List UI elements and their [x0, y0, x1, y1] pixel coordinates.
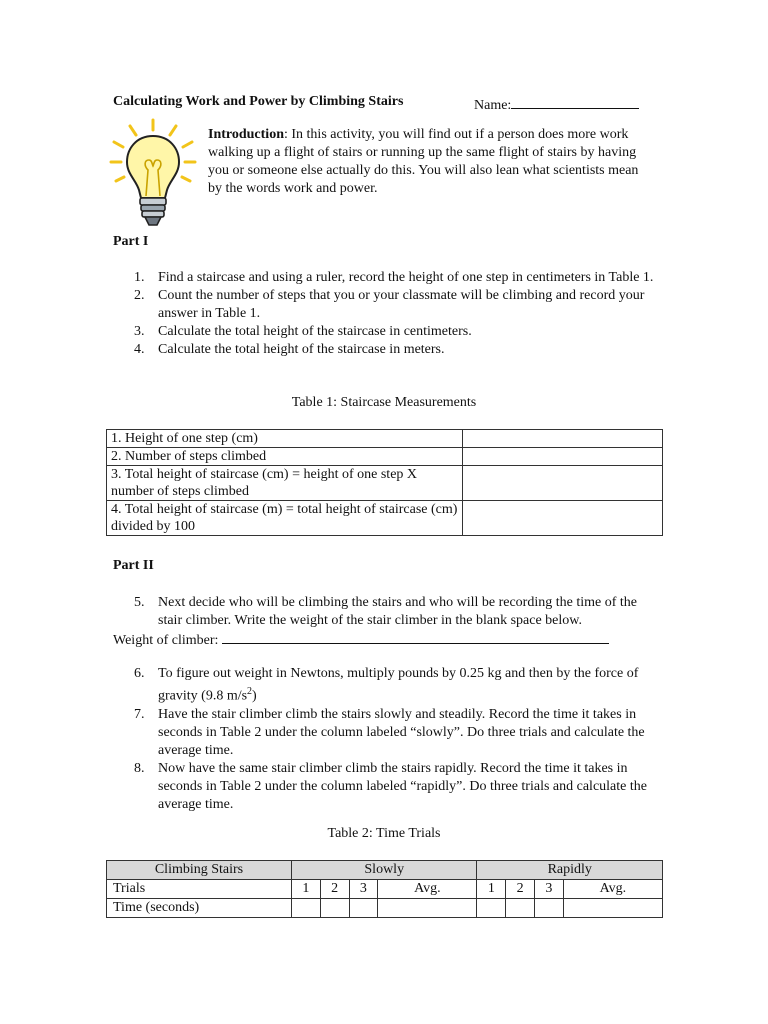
- weight-of-climber-field: [113, 629, 653, 649]
- table-cell-input[interactable]: [320, 899, 349, 918]
- table-row: [107, 430, 663, 448]
- introduction-paragraph: [208, 126, 653, 198]
- list-item: 5. Next decide who will be climbing the stairs and who will be recording the time of the stair climber. Write the weight of the stair climber in the blank space below.: [134, 595, 637, 628]
- table-row: [107, 880, 663, 899]
- table-cell: 2: [320, 880, 349, 899]
- table-row: [107, 448, 663, 466]
- list-item: 2. Count the number of steps that you or your classmate will be climbing and record your answer in Table 1.: [134, 288, 645, 321]
- table-cell-input[interactable]: [535, 899, 564, 918]
- table-cell-input[interactable]: [463, 448, 663, 466]
- time-trials-table: [106, 860, 663, 918]
- table-cell-label: Time (seconds): [107, 899, 292, 918]
- weight-blank[interactable]: [222, 629, 609, 644]
- table-two-caption: Table 2: Time Trials: [327, 826, 441, 841]
- part-two-heading: Part II: [113, 558, 154, 573]
- part-one-heading: Part I: [113, 234, 149, 249]
- introduction-label: Introduction: [208, 127, 284, 142]
- list-item: 8. Now have the same stair climber climb the stairs rapidly. Record the time it takes in seconds in Table 2 under the column labeled “rapidly”. Do three trials and calculate the average time.: [134, 760, 647, 812]
- table-row: [107, 501, 663, 536]
- name-blank[interactable]: [511, 94, 639, 109]
- introduction-text: : In this activity, you will find out if a person does more work walking up a flight of stairs or running up the same flight of stairs by having you or someone else actually do this. You will also lean what scientists mean by the words work and power.: [208, 127, 639, 196]
- table-cell-input[interactable]: [463, 430, 663, 448]
- list-item: 4. Calculate the total height of the staircase in meters.: [134, 342, 445, 357]
- part-two-steps: [113, 665, 661, 814]
- table-cell: Avg.: [563, 880, 662, 899]
- table-cell-input[interactable]: [563, 899, 662, 918]
- table-cell-input[interactable]: [292, 899, 321, 918]
- weight-label: Weight of climber:: [113, 633, 222, 648]
- part-two-step-five: [113, 594, 661, 630]
- table-cell: Avg.: [378, 880, 477, 899]
- table-cell: 2: [506, 880, 535, 899]
- worksheet-title: Calculating Work and Power by Climbing Stairs: [113, 94, 404, 109]
- table-cell-label: 1. Height of one step (cm): [107, 430, 463, 448]
- table-cell-label: 3. Total height of staircase (cm) = height of one step X number of steps climbed: [107, 466, 463, 501]
- table-cell: 1: [292, 880, 321, 899]
- table-cell-label: Trials: [107, 880, 292, 899]
- list-item: 6. To figure out weight in Newtons, multiply pounds by 0.25 kg and then by the force of gravity (9.8 $m/s^2$): [134, 666, 639, 704]
- list-item: 1. Find a staircase and using a ruler, record the height of one step in centimeters in Table 1.: [134, 270, 654, 285]
- table-cell-label: 4. Total height of staircase (m) = total height of staircase (cm) divided by 100: [107, 501, 463, 536]
- table-header-climbing-stairs: Climbing Stairs: [107, 861, 292, 880]
- table-header-slowly: Slowly: [292, 861, 477, 880]
- staircase-measurements-table: [106, 429, 663, 536]
- table-one-caption: Table 1: Staircase Measurements: [291, 395, 477, 410]
- part-one-steps: [113, 269, 661, 359]
- table-cell-label: 2. Number of steps climbed: [107, 448, 463, 466]
- table-cell-input[interactable]: [506, 899, 535, 918]
- table-cell: 1: [477, 880, 506, 899]
- table-cell-input[interactable]: [378, 899, 477, 918]
- table-cell: 3: [349, 880, 378, 899]
- table-row: [107, 861, 663, 880]
- table-cell: 3: [535, 880, 564, 899]
- light-bulb-icon: [108, 118, 198, 234]
- table-cell-input[interactable]: [463, 501, 663, 536]
- table-cell-input[interactable]: [349, 899, 378, 918]
- worksheet-header: [113, 94, 673, 114]
- name-label: Name:: [474, 98, 512, 113]
- table-row: [107, 899, 663, 918]
- list-item: 3. Calculate the total height of the staircase in centimeters.: [134, 324, 472, 339]
- list-item: 7. Have the stair climber climb the stairs slowly and steadily. Record the time it takes in seconds in Table 2 under the column labeled “slowly”. Do three trials and calculate the average time.: [134, 706, 645, 758]
- table-row: [107, 466, 663, 501]
- name-field: [474, 94, 639, 114]
- table-cell-input[interactable]: [463, 466, 663, 501]
- table-cell-input[interactable]: [477, 899, 506, 918]
- table-header-rapidly: Rapidly: [477, 861, 663, 880]
